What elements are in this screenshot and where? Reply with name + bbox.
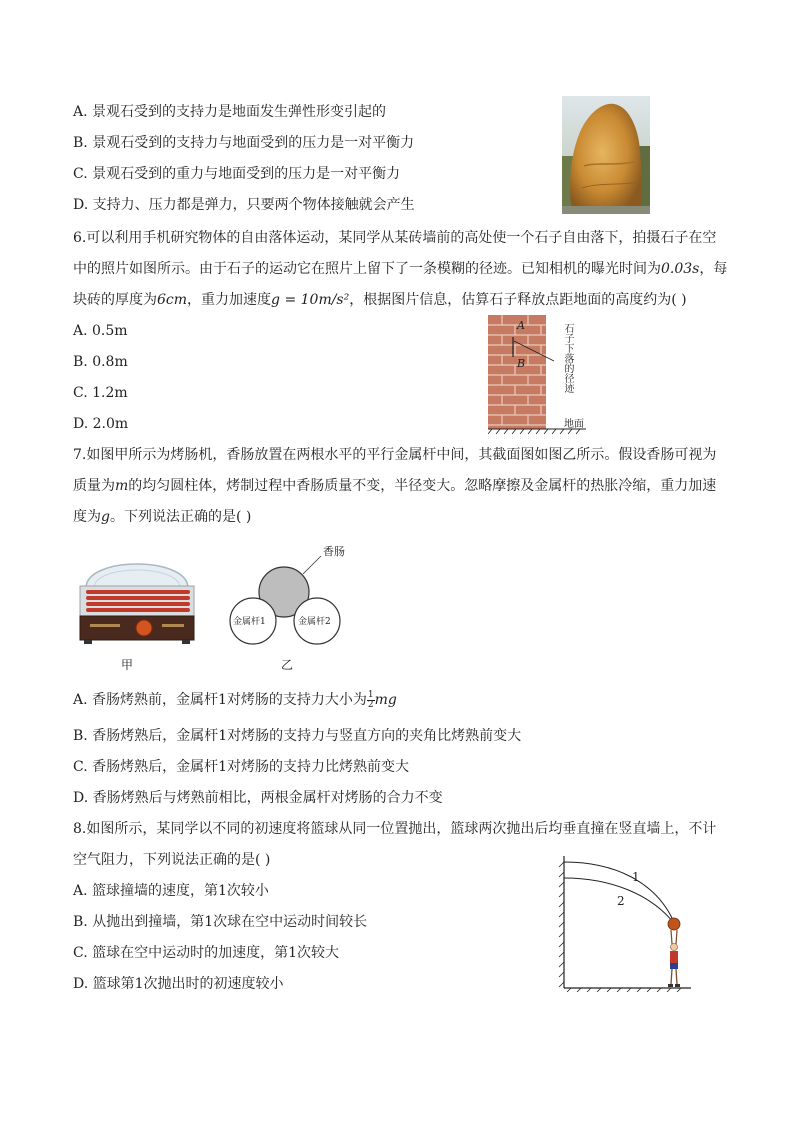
basketball-wall-figure: [555, 852, 695, 992]
q7-stem-line3: 度为g。下列说法正确的是( ): [73, 509, 252, 525]
figure-yi-label: 乙: [281, 658, 294, 672]
q6-option-b: B. 0.8m: [73, 354, 128, 370]
q7-option-d: D. 香肠烤熟后与烤熟前相比，两根金属杆对烤肠的合力不变: [73, 790, 443, 806]
figure-jia-label: 甲: [121, 658, 134, 672]
sausage-roaster-image: [72, 548, 202, 648]
q6-stem-line1: 6.可以利用手机研究物体的自由落体运动，某同学从某砖墙前的高处使一个石子自由落下，拍摄石子在空: [73, 230, 717, 246]
trace-label: 石子下落的径迹: [562, 323, 573, 393]
fraction-half: $\frac{1}{2}$: [367, 689, 374, 710]
q7-stem-line2: 质量为m的均匀圆柱体，烤制过程中香肠质量不变，半径变大。忽略摩擦及金属杆的热胀冷缩，重力加速: [73, 478, 717, 494]
q7-option-b: B. 香肠烤熟后，金属杆1对烤肠的支持力与竖直方向的夹角比烤熟前变大: [73, 728, 522, 744]
brick-wall-figure: [488, 315, 588, 435]
q7-option-a: A. 香肠烤熟前，金属杆1对烤肠的支持力大小为 $\frac{1}{2}$ mg: [73, 689, 397, 710]
path-2-label: 2: [617, 894, 625, 908]
q8-option-c: C. 篮球在空中运动时的加速度，第1次较大: [73, 945, 340, 961]
q6-stem-line3: 块砖的厚度为6cm，重力加速度g = 10m/s²，根据图片信息，估算石子释放点距地面的高度约为( ): [73, 292, 687, 308]
path-1-label: 1: [632, 870, 640, 884]
point-a-label: A: [517, 319, 525, 332]
q6-option-a: A. 0.5m: [73, 323, 128, 339]
q8-option-b: B. 从抛出到撞墙，第1次球在空中运动时间较长: [73, 914, 368, 930]
q7-stem-line1: 7.如图甲所示为烤肠机，香肠放置在两根水平的平行金属杆中间，其截面图如图乙所示。假设香肠可视为: [73, 447, 717, 463]
q6-option-d: D. 2.0m: [73, 416, 129, 432]
q8-stem-line2: 空气阻力，下列说法正确的是( ): [73, 852, 271, 868]
q8-option-a: A. 篮球撞墙的速度，第1次较小: [73, 883, 269, 899]
basketball-diagram: [555, 852, 695, 992]
trajectory-1: [564, 862, 673, 920]
point-b-label: B: [517, 357, 526, 370]
q5-option-d: D. 支持力、压力都是弹力，只要两个物体接触就会产生: [73, 197, 415, 213]
q8-option-d: D. 篮球第1次抛出时的初速度较小: [73, 976, 284, 992]
q8-stem-line1: 8.如图所示，某同学以不同的初速度将篮球从同一位置抛出，篮球两次抛出后均垂直撞在竖直墙上，不计: [73, 821, 717, 837]
q6-stem-line2: 中的照片如图所示。由于石子的运动它在照片上留下了一条模糊的径迹。已知相机的曝光时间为0.03s，每: [73, 261, 728, 277]
q7-option-c: C. 香肠烤熟后，金属杆1对烤肠的支持力比烤熟前变大: [73, 759, 410, 775]
q6-option-c: C. 1.2m: [73, 385, 128, 401]
q5-option-a: A. 景观石受到的支持力是地面发生弹性形变引起的: [73, 104, 387, 120]
landscape-stone-image: [562, 96, 650, 214]
basketball: [668, 918, 680, 930]
rod1-label: 金属杆1: [233, 617, 266, 627]
sausage-label: 香肠: [323, 545, 345, 558]
rod2-label: 金属杆2: [298, 617, 331, 627]
q5-option-b: B. 景观石受到的支持力与地面受到的压力是一对平衡力: [73, 135, 415, 151]
q5-option-c: C. 景观石受到的重力与地面受到的压力是一对平衡力: [73, 166, 401, 182]
ground-label: 地面: [564, 419, 584, 430]
